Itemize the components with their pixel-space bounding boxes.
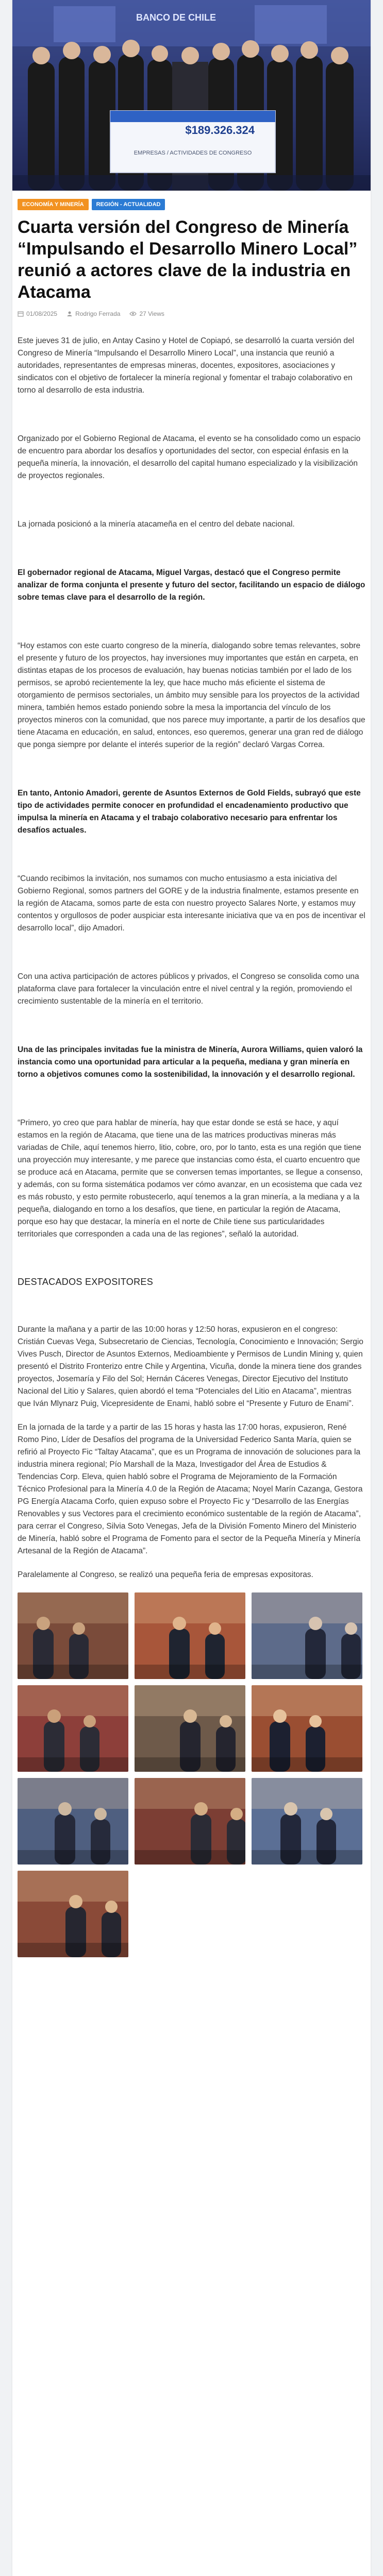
gallery-photo[interactable] <box>135 1778 245 1865</box>
paragraph-amadori: En tanto, Antonio Amadori, gerente de Asuntos Externos de Gold Fields, subrayó que este tipo de actividades permite conocer en profundidad el encadenamiento productivo que impulsa la minería en Atacama y el trabajo colaborativo necesario para enfrentar los desafíos actuales. <box>18 789 361 835</box>
tag-region-actualidad[interactable]: REGIÓN - ACTUALIDAD <box>92 199 165 210</box>
quote-amadori: “Cuando recibimos la invitación, nos sumamos con mucho entusiasmo a esta iniciativa del Gobierno Regional, somos partners del GORE y de la industria finalmente, estamos presente en la región de Atacama, somos parte de esta con nuestro proyecto Salares Norte, y estamos muy contentos y orgullosos de poder auspiciar esta interesante iniciativa que va en pos de incentivar el desarrollo local”, dijo Amadori. <box>18 874 365 933</box>
gallery-photo[interactable] <box>135 1685 245 1772</box>
article-title: Cuarta versión del Congreso de Minería “Impulsando el Desarrollo Minero Local” reunió a actores clave de la industria en Atacama <box>18 217 358 302</box>
paragraph-participation: Con una activa participación de actores públicos y privados, el Congreso se consolida como una plataforma clave para fortalecer la vinculación entre el nivel central y la región, promoviendo el crecimiento sustentable de la minería en el territorio. <box>18 972 359 1006</box>
gallery-photo[interactable] <box>135 1592 245 1679</box>
article-content <box>18 199 365 1957</box>
article-page <box>12 0 371 2576</box>
paragraph-morning-speakers: Durante la mañana y a partir de las 10:00 horas y 12:50 horas, expusieron en el congreso: Cristián Cuevas Vega, Subsecretario de Ciencias, Tecnología, Conocimiento e Innovación; Sergio Vives Pusch, Director de Asuntos Externos, Medioambiente y Permisos de Lundin Mining y, quien presentó el Distrito Fronterizo entre Chile y Argentina, Vicuña, donde la minera tiene dos grandes proyectos, Josemaría y Filo del Sol; Hernán Cáceres Venegas, Director Ejecutivo del Instituto Nacional del Litio y Salares, quien abordó el tema “Potenciales del Litio en Atacama”, mientras que Iván Mlynarz Puig, Vicepresidente de Enami, habló sobre el “Presente y Futuro de Enami”. <box>18 1325 363 1408</box>
hero-image <box>12 0 371 191</box>
category-tags <box>18 199 365 210</box>
calendar-icon <box>18 311 24 317</box>
quote-governor: “Hoy estamos con este cuarto congreso de la minería, dialogando sobre temas relevantes, sobre el presente y futuro de los proyectos, hay inversiones muy importantes que están en carpeta, en distintas etapas de los procesos de evaluación, hay buenas noticias también por el lado de los permisos, se aprobó recientemente la ley, que hace mucho más eficiente el sistema de otorgamiento de permisos sectoriales, un ámbito muy sensible para los proyectos de la actividad minera, también hemos estado poniendo sobre la mesa la importancia del vínculo de los proyectos mineros con la comunidad, que nos parece muy importante, a partir de los desafíos que tiene Atacama en educación, en salud, entonces, eso queremos, generar una gran red de diálogo que ponga siempre por delante el interés superior de la región” declaró Vargas Correa. <box>18 641 365 749</box>
gallery-photo[interactable] <box>18 1778 128 1865</box>
meta-views-text: 27 Views <box>139 310 164 317</box>
paragraph-minister: Una de las principales invitadas fue la ministra de Minería, Aurora Williams, quien valoró la instancia como una oportunidad para articular a la pequeña, mediana y gran minería en torno a objetivos comunes como la sostenibilidad, la innovación y el desarrollo regional. <box>18 1045 363 1079</box>
paragraph-intro: Este jueves 31 de julio, en Antay Casino y Hotel de Copiapó, se desarrolló la cuarta versión del Congreso de Minería “Impulsando el Desarrollo Minero Local”, una instancia que reunió a autoridades, representantes de empresas mineras, docentes, expositores, asociaciones y sindicatos con el objetivo de fortalecer la minería regional y fomentar el trabajo colaborativo en torno al desarrollo de esta industria. <box>18 336 355 395</box>
photo-gallery <box>18 1592 365 1957</box>
meta-views <box>129 310 164 317</box>
hero-photo <box>12 0 371 191</box>
gallery-photo[interactable] <box>18 1685 128 1772</box>
tag-economia-mineria[interactable]: ECONOMÍA Y MINERÍA <box>18 199 89 210</box>
meta-author-text[interactable]: Rodrigo Ferrada <box>75 310 121 317</box>
gallery-photo[interactable] <box>18 1871 128 1957</box>
gallery-photo[interactable] <box>252 1592 362 1679</box>
paragraph-governor: El gobernador regional de Atacama, Miguel Vargas, destacó que el Congreso permite analizar de forma conjunta el presente y futuro del sector, facilitando un espacio de diálogo sobre temas clave para el desarrollo de la región. <box>18 568 365 602</box>
gallery-photo[interactable] <box>18 1592 128 1679</box>
article-body <box>18 335 365 1581</box>
meta-author[interactable] <box>66 310 120 317</box>
meta-date <box>18 310 57 317</box>
quote-minister: “Primero, yo creo que para hablar de minería, hay que estar donde se está se hace, y aquí estamos en la región de Atacama, que tiene una de las matrices productivas mineras más variadas de Chile, aquí tenemos hierro, litio, cobre, oro, por lo tanto, esta es una región que tiene una proyección muy interesante, y me parece que instancias como ésta, el cuarto encuentro que se produce acá en Atacama, permite que se conversen temas importantes, se llegue a consenso, y además, con su forma sistemática podamos ver cómo avanzar, en un ecosistema que cada vez es más robusto, y esto permite robustecerlo, aquí tenemos a la gran minería, a la mediana y a la pequeña, dialogando en torno a los desafíos, que tiene, en particular la región de Atacama, porque eso hay que destacar, la minería en el norte de Chile tiene sus particularidades territoriales que corresponden a cada una de las regiones”, señaló la autoridad. <box>18 1118 363 1239</box>
paragraph-organizer: Organizado por el Gobierno Regional de Atacama, el evento se ha consolidado como un espacio de encuentro para abordar los desafíos y oportunidades del sector, con especial énfasis en la pequeña minería, la innovación, el desarrollo del capital humano especializado y la visibilización de proyectos regionales. <box>18 434 361 480</box>
paragraph-national-debate: La jornada posicionó a la minería atacameña en el centro del debate nacional. <box>18 520 295 529</box>
meta-date-text: 01/08/2025 <box>26 310 58 317</box>
user-icon <box>66 311 73 317</box>
hero-check-amount: $189.326.324 <box>185 124 255 137</box>
article-meta <box>18 310 365 317</box>
hero-check-caption: EMPRESAS / ACTIVIDADES DE CONGRESO <box>134 150 252 156</box>
gallery-photo[interactable] <box>252 1778 362 1865</box>
paragraph-fair: Paralelamente al Congreso, se realizó una pequeña feria de empresas expositoras. <box>18 1570 313 1579</box>
gallery-photo[interactable] <box>252 1685 362 1772</box>
eye-icon <box>129 311 137 317</box>
heading-exhibitors: DESTACADOS EXPOSITORES <box>18 1277 153 1287</box>
hero-banner-text: BANCO DE CHILE <box>136 12 217 23</box>
paragraph-afternoon-speakers: En la jornada de la tarde y a partir de las 15 horas y hasta las 17:00 horas, expusieron, René Romo Pino, Líder de Desafíos del programa de la Universidad Federico Santa María, quien se refirió al Proyecto Fic “Taltay Atacama”, que es un Programa de innovación de soluciones para la industria minera regional; Pío Marshall de la Maza, Investigador del Área de Estudios & Tendencias Corp. Eleva, quien habló sobre el Programa de Mejoramiento de la Formación Técnico Profesional para la Minería 4.0 de la Región de Atacama; Noyel Marín Cazanga, Gestora PG Energía Atacama Corfo, quien expuso sobre el Proyecto Fic y “Desarrollo de las Energías Renovables y sus Vectores para el crecimiento económico sustentable de la región de Atacama”, para cerrar el Congreso, Silvia Soto Venegas, Jefa de la División Fomento Minero del Ministerio de Minería, habló sobre el Programa de Fomento para el sector de la Pequeña Minería y Minería Artesanal de la Región de Atacama”. <box>18 1423 363 1555</box>
